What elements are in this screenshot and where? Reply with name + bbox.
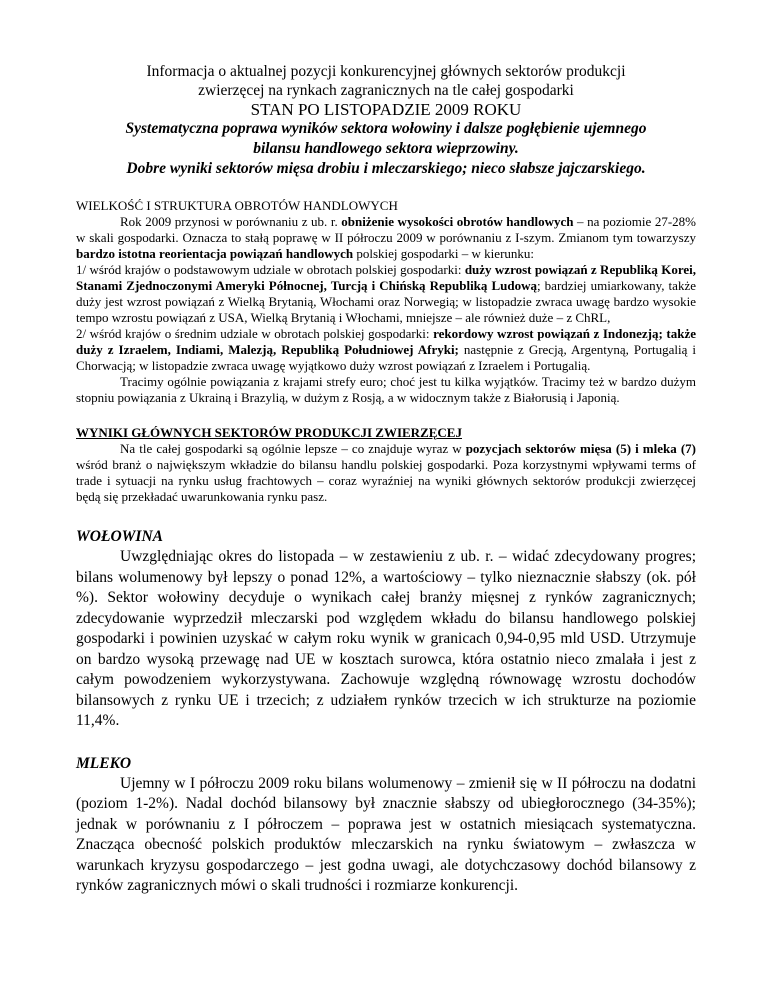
document-title [76,62,696,119]
bold-text: bardzo istotna reorientacja powiązań handlowych [76,246,354,261]
section-heading-milk: MLEKO [76,754,132,772]
section-heading-trade: WIELKOŚĆ I STRUKTURA OBROTÓW HANDLOWYCH [76,198,398,213]
paragraph: Tracimy ogólnie powiązania z krajami strefy euro; choć jest tu kilka wyjątków. Tracimy też w bardzo dużym stopniu powiązania z Ukrainą i Brazylią, w dużym z Rosją, a w widocznym także z Białorusią i Japonią. [76,374,696,405]
bold-text: obniżenie wysokości obrotów handlowych [341,214,574,229]
paragraph [76,441,696,505]
title-line-3: STAN PO LISTOPADZIE 2009 ROKU [250,100,522,119]
subtitle-line-3: Dobre wyniki sektorów mięsa drobiu i mleczarskiego; nieco słabsze jajczarskiego. [126,160,646,177]
bold-text: pozycjach sektorów mięsa (5) i mleka (7) [465,441,696,456]
text: następnie z Grecją, Argentyną, Portugalią i Chorwacją; w listopadzie zwraca uwagę wyjątkowo duży wzrost powiązań z Izraelem i Portugalią. [76,342,696,373]
text: Rok 2009 przynosi w porównaniu z ub. r. [120,214,342,229]
text: 1/ wśród krajów o podstawowym udziale w obrotach polskiej gospodarki: [76,262,465,277]
text: 2/ wśród krajów o średnim udziale w obrotach polskiej gospodarki: [76,326,434,341]
section-beef-body: Uwzględniając okres do listopada – w zestawieniu z ub. r. – widać zdecydowany progres; bilans wolumenowy był lepszy o ponad 12%, a wartościowy – tylko nieznacznie słabszy (ok. pół %). Sektor wołowiny decyduje o wynikach całej branży mięsnej z rynków zagranicznych; zdecydowanie wyprzedził mleczarski pod względem wkładu do bilansu handlowego polskiej gospodarki i powinien uzyskać w całym roku wynik w granicach 0,94-0,95 mld USD. Utrzymuje on bardzo wysoką przewagę nad UE w kosztach surowca, która ostatnio nieco zmalała i jest z całym powodzeniem wykorzystywana. Zachowuje względną równowagę wzrostu dochodów bilansowych z rynku UE i trzecich; z udziałem rynków trzecich w ich strukturze na poziomie 11,4%. [76,548,696,729]
text: ; bardziej umiarkowany, także duży jest wzrost powiązań z Wielką Brytanią, Włochami oraz Norwegią; w listopadzie zwraca uwagę bardzo wysokie tempo wzrostu powiązań z USA, Wielką Brytanią i Włochami, mniejsze – ale również duże – z ChRL, [76,278,696,325]
section-heading-beef: WOŁOWINA [76,528,163,545]
subtitle-line-2: bilansu handlowego sektora wieprzowiny. [253,140,519,157]
subtitle-line-1: Systematyczna poprawa wyników sektora wołowiny i dalsze pogłębienie ujemnego [125,120,647,137]
paragraph [76,214,696,262]
text: polskiej gospodarki – w kierunku: [353,246,535,261]
paragraph [76,326,696,374]
text: Na tle całej gospodarki są ogólnie lepsze – co znajduje wyraz w [120,441,466,456]
paragraph [76,262,696,326]
text: – na poziomie 27-28% w skali gospodarki. Oznacza to stałą poprawę w II półroczu 2009 w porównaniu z I-szym. Zmianom tym towarzyszy [76,214,697,245]
title-line-1: Informacja o aktualnej pozycji konkurencyjnej głównych sektorów produkcji [146,63,626,80]
bold-text: duży wzrost powiązań z Republiką Korei, Stanami Zjednoczonymi Ameryki Północnej, Turcją i Chińską Republiką Ludową [76,262,696,293]
bold-text: rekordowy wzrost powiązań z Indonezją; także duży z Izraelem, Indiami, Malezją, Republiką Południowej Afryki; [76,326,696,357]
document-subtitle [76,119,696,179]
section-results [76,441,696,505]
section-trade [76,214,696,406]
document-page [76,62,696,897]
title-line-2: zwierzęcej na rynkach zagranicznych na tle całej gospodarki [198,82,574,99]
text: wśród branż o największym wkładzie do bilansu handlu polskiej gospodarki. Poza korzystnymi wpływami terms of trade i sytuacji na rynku usług frachtowych – coraz wyraźniej na wyniki głównych sektorów produkcji zwierzęcej będą się przekładać uwarunkowania rynku pasz. [76,457,696,504]
section-milk-body: Ujemny w I półroczu 2009 roku bilans wolumenowy – zmienił się w II półroczu na dodatni (poziom 1-2%). Nadal dochód bilansowy był znacznie słabszy od ubiegłorocznego (34-35%); jednak w porównaniu z I półroczem – poprawa jest w ostatnich miesiącach systematyczna. Znacząca obecność polskich produktów mleczarskich na rynku światowym – zwłaszcza w warunkach kryzysu gospodarczego – jest godna uwagi, ale dotychczasowy dochód bilansowy z rynków zagranicznych mówi o skali trudności i rozmiarze konkurencji. [76,774,696,894]
section-heading-results: WYNIKI GŁÓWNYCH SEKTORÓW PRODUKCJI ZWIERZĘCEJ [76,425,462,440]
